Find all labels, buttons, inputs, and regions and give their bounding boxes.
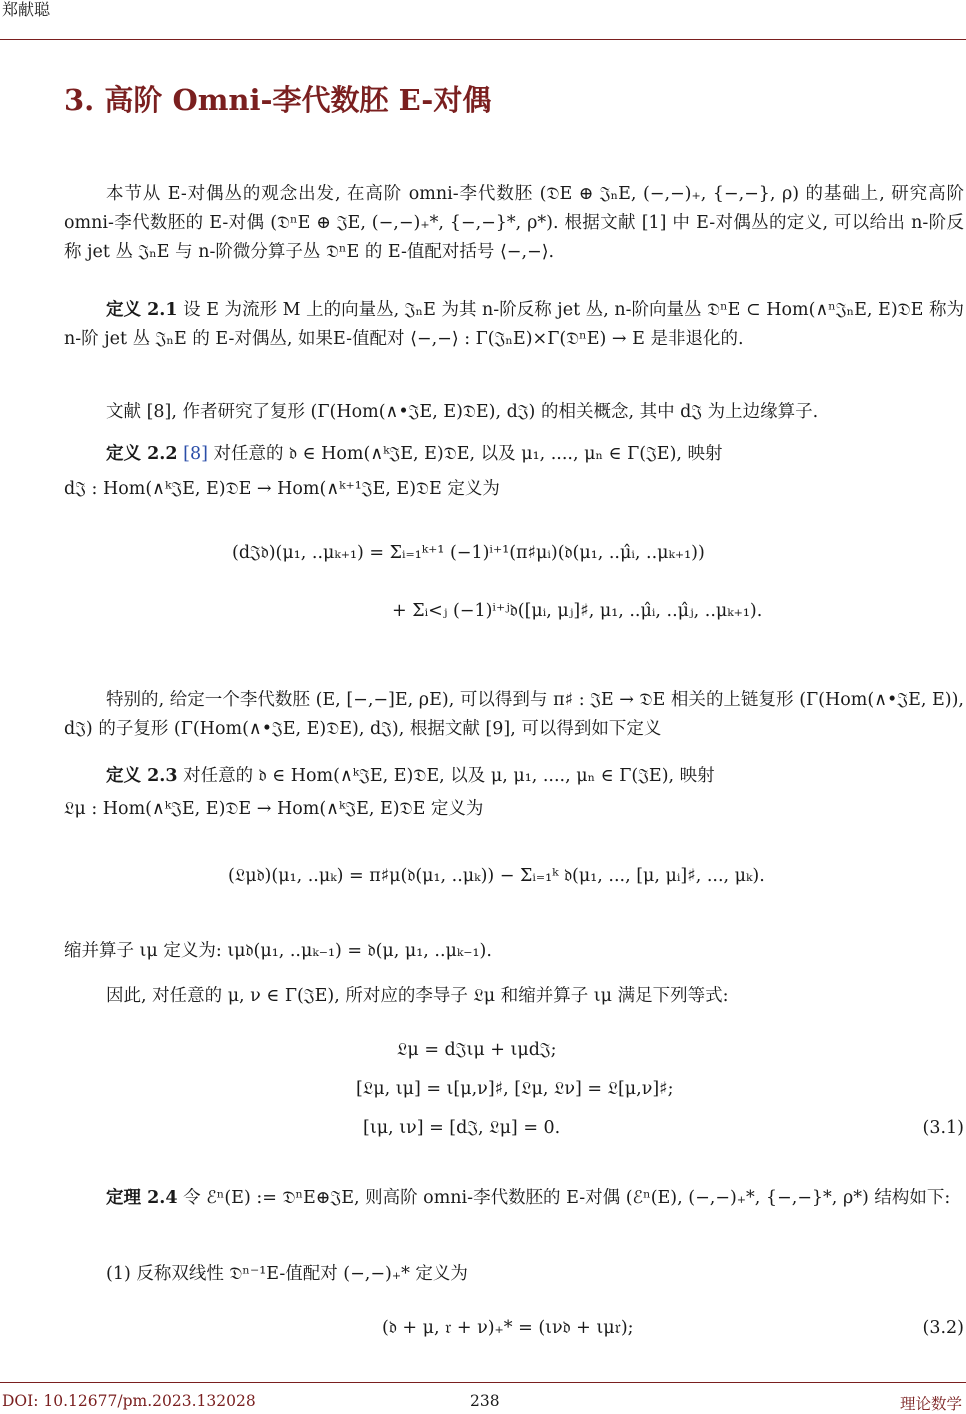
equation-number: (3.2): [922, 1318, 964, 1338]
definition-2-2-map: d𝔍 : Hom(∧ᵏ𝔍E, E)𝔇E → Hom(∧ᵏ⁺¹𝔍E, E)𝔇E 定义为: [64, 479, 500, 499]
intro-paragraph: 本节从 E-对偶丛的观念出发, 在高阶 omni-李代数胚 (𝔇E ⊕ 𝔍ₙE, (−,−)₊, {−,−}, ρ) 的基础上, 研究高阶 omni-李代数胚的 E-对偶 (𝔇ⁿE ⊕ 𝔍E, (−,−)₊*, {−,−}*, ρ*). 根据文献 [1] 中 E-对偶丛的定义, 可以给出 n-阶反称 jet 丛 𝔍ₙE 与 n-阶微分算子丛 𝔇ⁿE 的 E-值配对括号 ⟨−,−⟩.: [64, 184, 964, 262]
equation-3-1-line-1: 𝔏μ = d𝔍ιμ + ιμd𝔍;: [397, 1040, 557, 1060]
footer-divider: [0, 1382, 966, 1383]
equation-d-line-2: + Σᵢ<ⱼ (−1)ⁱ⁺ʲ𝔡([μᵢ, μⱼ]♯, μ₁, ..μ̂ᵢ, ..μ̂ⱼ, ..μₖ₊₁).: [392, 601, 763, 621]
theorem-body: 令 ℰⁿ(E) := 𝔇ⁿE⊕𝔍E, 则高阶 omni-李代数胚的 E-对偶 (ℰⁿ(E), (−,−)₊*, {−,−}*, ρ*) 结构如下:: [183, 1188, 951, 1208]
definition-2-1: [64, 296, 964, 354]
header-divider: [0, 39, 966, 40]
theorem-label: 定理 2.4: [106, 1188, 178, 1208]
definition-label: 定义 2.2: [106, 444, 178, 464]
definition-body: 设 E 为流形 M 上的向量丛, 𝔍ₙE 为其 n-阶反称 jet 丛, n-阶向量丛 𝔇ⁿE ⊂ Hom(∧ⁿ𝔍ₙE, E)𝔇E 称为n-阶 jet 丛 𝔍ₙE 的 E-对偶丛, 如果E-值配对 ⟨−,−⟩ : Γ(𝔍ₙE)×Γ(𝔇ⁿE) → E 是非退化的.: [64, 300, 964, 349]
special-paragraph: 特别的, 给定一个李代数胚 (E, [−,−]E, ρE), 可以得到与 π♯ : 𝔍E → 𝔇E 相关的上链复形 (Γ(Hom(∧•𝔍E, E)), d𝔍) 的子复形 (Γ(Hom(∧•𝔍E, E)𝔇E), d𝔍), 根据文献 [9], 可以得到如下定义: [64, 690, 964, 739]
theorem-2-4: [64, 1184, 964, 1213]
literature-paragraph: 文献 [8], 作者研究了复形 (Γ(Hom(∧•𝔍E, E)𝔇E), d𝔍) 的相关概念, 其中 d𝔍 为上边缘算子.: [106, 402, 819, 422]
citation-link[interactable]: [8]: [183, 444, 208, 464]
contraction-paragraph: 缩并算子 ιμ 定义为: ιμ𝔡(μ₁, ..μₖ₋₁) = 𝔡(μ, μ₁, ..μₖ₋₁).: [64, 941, 492, 961]
equation-d-line-1: (d𝔍𝔡)(μ₁, ..μₖ₊₁) = Σᵢ₌₁ᵏ⁺¹ (−1)ⁱ⁺¹(π♯μᵢ)(𝔡(μ₁, ..μ̂ᵢ, ..μₖ₊₁)): [232, 543, 705, 563]
definition-2-3: [64, 762, 964, 791]
therefore-paragraph: 因此, 对任意的 μ, ν ∈ Γ(𝔍E), 所对应的李导子 𝔏μ 和缩并算子 ιμ 满足下列等式:: [106, 986, 729, 1006]
definition-body: 对任意的 𝔡 ∈ Hom(∧ᵏ𝔍E, E)𝔇E, 以及 μ₁, ...., μₙ ∈ Γ(𝔍E), 映射: [213, 444, 723, 464]
definition-body: 对任意的 𝔡 ∈ Hom(∧ᵏ𝔍E, E)𝔇E, 以及 μ, μ₁, ...., μₙ ∈ Γ(𝔍E), 映射: [183, 766, 715, 786]
theorem-item-1: (1) 反称双线性 𝔇ⁿ⁻¹E-值配对 (−,−)₊* 定义为: [106, 1264, 468, 1284]
definition-label: 定义 2.1: [106, 300, 178, 320]
footer-journal-link[interactable]: 理论数学: [899, 1395, 962, 1413]
section-title: 3. 高阶 Omni-李代数胚 E-对偶: [64, 83, 492, 117]
definition-label: 定义 2.3: [106, 766, 178, 786]
page-number: 238: [470, 1392, 500, 1410]
running-header-author: 郑献聪: [2, 0, 51, 19]
equation-3-1-line-2: [𝔏μ, ιμ] = ι[μ,ν]♯, [𝔏μ, 𝔏ν] = 𝔏[μ,ν]♯;: [356, 1079, 674, 1099]
equation-3-1-line-3: [ιμ, ιν] = [d𝔍, 𝔏μ] = 0.: [363, 1118, 561, 1138]
definition-2-3-map: 𝔏μ : Hom(∧ᵏ𝔍E, E)𝔇E → Hom(∧ᵏ𝔍E, E)𝔇E 定义为: [64, 799, 484, 819]
equation-number: (3.1): [922, 1118, 964, 1138]
footer-doi-link[interactable]: DOI: 10.12677/pm.2023.132028: [2, 1392, 256, 1410]
equation-3-2: (𝔡 + μ, 𝔯 + ν)₊* = (ιν𝔡 + ιμ𝔯);: [382, 1318, 634, 1338]
equation-lie-derivative: (𝔏μ𝔡)(μ₁, ..μₖ) = π♯μ(𝔡(μ₁, ..μₖ)) − Σᵢ₌₁ᵏ 𝔡(μ₁, ..., [μ, μᵢ]♯, ..., μₖ).: [228, 866, 765, 886]
definition-2-2: [64, 440, 964, 469]
